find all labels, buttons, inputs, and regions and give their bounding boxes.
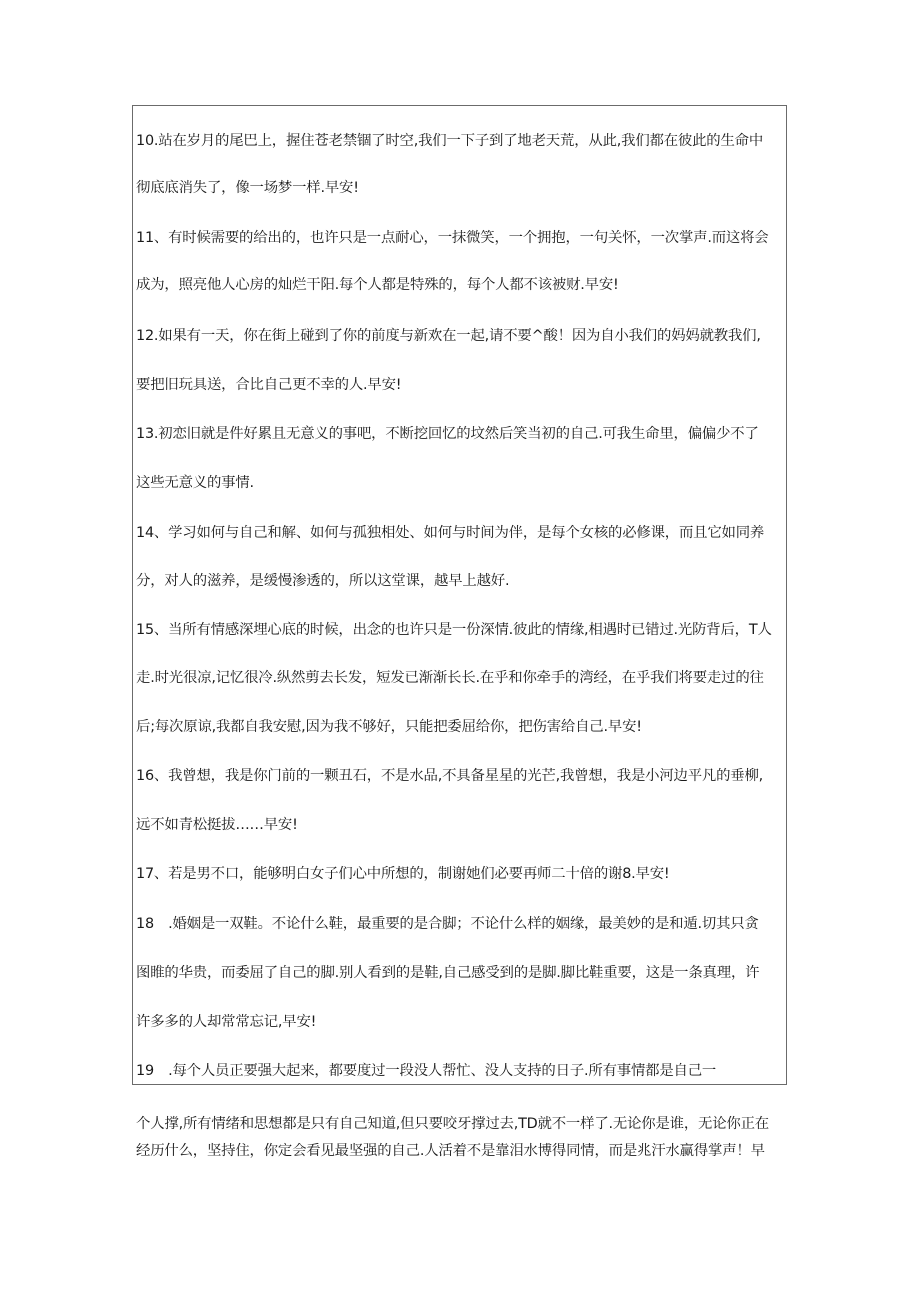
text-line: 15、当所有情感深埋心底的时候，出念的也许只是一份深情.彼此的情缘,相遇时已错过.光防背后，T人 [136,622,772,638]
bordered-text-frame [132,105,787,1085]
text-line: 后;每次原谅,我都自我安慰,因为我不够好，只能把委屈给你，把伤害给自己.早安! [136,719,642,735]
text-line: 许多多的人却常常忘记,早安! [136,1014,317,1030]
text-line: 10.站在岁月的尾巴上，握住苍老禁锢了时空,我们一下子到了地老天荒，从此,我们都在彼此的生命中 [136,133,764,149]
text-line: 走.时光很凉,记忆很冷.纵然剪去长发，短发已渐渐长长.在乎和你牵手的湾经，在乎我们将要走过的往 [136,670,764,686]
text-line: 远不如青松挺拔……早安! [136,817,298,833]
text-line: 图睢的华贵，而委屈了自己的脚.别人看到的是鞋,自己感受到的是脚.脚比鞋重要，这是一条真理，许 [136,965,760,981]
text-line: 17、若是男不口，能够明白女子们心中所想的，制谢她们必要再师二十倍的谢8.早安! [136,866,670,882]
text-line: 分，对人的滋养，是缓慢渗透的，所以这堂课，越早上越好. [136,573,510,589]
text-line: 12.如果有一天，你在街上碰到了你的前度与新欢在一起,请不要^酸！因为自小我们的妈妈就教我们, [136,328,761,344]
continuation-line: 经历什么，坚持住，你定会看见最坚强的自己.人活着不是靠泪水博得同情，而是兆汗水赢得掌声！早 [136,1143,765,1159]
text-line: 这些无意义的事情. [136,475,254,491]
text-line: 11、有时候需要的给出的，也许只是一点耐心，一抹微笑，一个拥抱，一句关怀，一次掌声.而这将会 [136,230,769,246]
text-line: 要把旧玩具送，合比自己更不幸的人.早安! [136,377,402,393]
continuation-line: 个人撑,所有情绪和思想都是只有自己知道,但只要咬牙撑过去,TD就不一样了.无论你是谁，无论你正在 [136,1116,769,1132]
text-line: 18 .婚姻是一双鞋。不论什么鞋，最重要的是合脚；不论什么样的姻缘，最美妙的是和遁.切其只贪 [136,916,759,932]
text-line: 16、我曾想，我是你门前的一颗丑石，不是水品,不具备星星的光芒,我曾想，我是小河边平凡的垂柳, [136,768,764,784]
text-line: 13.初恋旧就是件好累且无意义的事吧，不断挖回忆的坟然后笑当初的自己.可我生命里，偏偏少不了 [136,426,759,442]
text-line: 彻底底消失了，像一场梦一样.早安! [136,180,359,196]
text-line: 成为，照亮他人心房的灿烂干阳.每个人都是特殊的，每个人都不该被财.早安! [136,277,619,293]
text-line: 19 .每个人员正要强大起来，都要度过一段没人帮忙、没人支持的日子.所有事情都是自己一 [136,1063,717,1079]
text-line: 14、学习如何与自己和解、如何与孤独相处、如何与时间为伴，是每个女核的必修课，而且它如同养 [136,525,765,541]
